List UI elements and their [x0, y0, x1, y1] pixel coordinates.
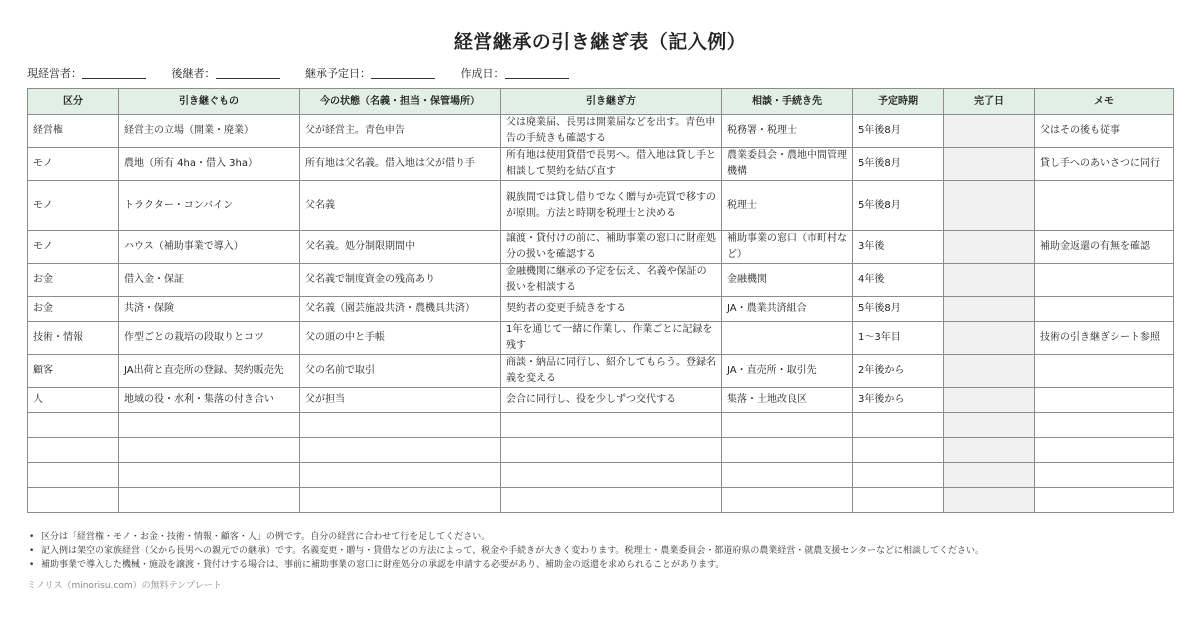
footer-credit: ミノリス（minorisu.com）の無料テンプレート: [27, 581, 222, 591]
current-manager-field[interactable]: [27, 64, 146, 83]
col-header-schedule: 予定時期: [853, 89, 944, 115]
cell-item[interactable]: [119, 413, 300, 438]
cell-contact[interactable]: 農業委員会・農地中間管理機構: [722, 148, 853, 181]
cell-completed[interactable]: [944, 322, 1035, 355]
cell-schedule[interactable]: [853, 463, 944, 488]
cell-schedule[interactable]: 5年後8月: [853, 115, 944, 148]
cell-completed[interactable]: [944, 231, 1035, 264]
cell-contact[interactable]: 金融機関: [722, 264, 853, 297]
table-row: [28, 355, 1174, 388]
cell-contact[interactable]: [722, 438, 853, 463]
cell-contact[interactable]: 税務署・税理士: [722, 115, 853, 148]
cell-method[interactable]: [501, 413, 722, 438]
cell-contact[interactable]: 集落・土地改良区: [722, 388, 853, 413]
current-manager-blank[interactable]: [82, 66, 146, 79]
cell-memo[interactable]: [1035, 297, 1174, 322]
cell-current-status[interactable]: 父名義: [300, 181, 501, 231]
cell-category[interactable]: お金: [28, 297, 119, 322]
cell-completed[interactable]: [944, 463, 1035, 488]
created-date-label: 作成日：: [460, 67, 505, 80]
cell-category[interactable]: 経営権: [28, 115, 119, 148]
cell-memo[interactable]: [1035, 181, 1174, 231]
cell-schedule[interactable]: 5年後8月: [853, 181, 944, 231]
planned-date-label: 継承予定日：: [305, 67, 371, 80]
cell-item[interactable]: 借入金・保証: [119, 264, 300, 297]
cell-method[interactable]: 父は廃業届、長男は開業届などを出す。青色申告の手続きも確認する: [501, 115, 722, 148]
cell-current-status[interactable]: [300, 413, 501, 438]
cell-item[interactable]: トラクター・コンバイン: [119, 181, 300, 231]
cell-schedule[interactable]: 4年後: [853, 264, 944, 297]
cell-schedule[interactable]: [853, 438, 944, 463]
cell-category[interactable]: 顧客: [28, 355, 119, 388]
header-fields: [27, 64, 591, 82]
table-row: [28, 413, 1174, 438]
successor-blank[interactable]: [216, 66, 280, 79]
table-body: [28, 115, 1174, 513]
col-header-memo: メモ: [1035, 89, 1174, 115]
successor-label: 後継者：: [171, 67, 216, 80]
cell-contact[interactable]: [722, 322, 853, 355]
cell-item[interactable]: JA出荷と直売所の登録、契約販売先: [119, 355, 300, 388]
cell-category[interactable]: 人: [28, 388, 119, 413]
planned-date-blank[interactable]: [371, 66, 435, 79]
cell-schedule[interactable]: 1〜3年目: [853, 322, 944, 355]
cell-memo[interactable]: [1035, 264, 1174, 297]
cell-current-status[interactable]: 父の名前で取引: [300, 355, 501, 388]
cell-memo[interactable]: [1035, 488, 1174, 513]
cell-category[interactable]: モノ: [28, 231, 119, 264]
cell-completed[interactable]: [944, 181, 1035, 231]
col-header-completed: 完了日: [944, 89, 1035, 115]
cell-schedule[interactable]: 5年後8月: [853, 148, 944, 181]
col-header-method: 引き継ぎ方: [501, 89, 722, 115]
cell-schedule[interactable]: 3年後: [853, 231, 944, 264]
cell-item[interactable]: 作型ごとの栽培の段取りとコツ: [119, 322, 300, 355]
cell-item[interactable]: [119, 463, 300, 488]
cell-completed[interactable]: [944, 355, 1035, 388]
cell-memo[interactable]: [1035, 438, 1174, 463]
cell-memo[interactable]: [1035, 413, 1174, 438]
cell-schedule[interactable]: [853, 413, 944, 438]
cell-memo[interactable]: [1035, 355, 1174, 388]
table-row: [28, 463, 1174, 488]
col-header-item: 引き継ぐもの: [119, 89, 300, 115]
table-row: [28, 297, 1174, 322]
cell-method[interactable]: 契約者の変更手続きをする: [501, 297, 722, 322]
cell-method[interactable]: [501, 488, 722, 513]
cell-current-status[interactable]: [300, 488, 501, 513]
col-header-category: 区分: [28, 89, 119, 115]
cell-completed[interactable]: [944, 297, 1035, 322]
cell-schedule[interactable]: [853, 488, 944, 513]
cell-current-status[interactable]: 所有地は父名義。借入地は父が借り手: [300, 148, 501, 181]
created-date-field[interactable]: [461, 64, 569, 83]
cell-completed[interactable]: [944, 115, 1035, 148]
cell-completed[interactable]: [944, 438, 1035, 463]
table-row: [28, 264, 1174, 297]
cell-category[interactable]: [28, 488, 119, 513]
cell-current-status[interactable]: 父が担当: [300, 388, 501, 413]
cell-completed[interactable]: [944, 413, 1035, 438]
successor-field[interactable]: [172, 64, 280, 83]
cell-completed[interactable]: [944, 264, 1035, 297]
cell-category[interactable]: お金: [28, 264, 119, 297]
cell-current-status[interactable]: 父名義（園芸施設共済・農機具共済）: [300, 297, 501, 322]
cell-contact[interactable]: 税理士: [722, 181, 853, 231]
cell-method[interactable]: [501, 438, 722, 463]
cell-current-status[interactable]: [300, 438, 501, 463]
cell-item[interactable]: 農地（所有 4ha・借入 3ha）: [119, 148, 300, 181]
cell-current-status[interactable]: 父名義で制度資金の残高あり: [300, 264, 501, 297]
cell-schedule[interactable]: 3年後から: [853, 388, 944, 413]
cell-method[interactable]: 譲渡・貸付けの前に、補助事業の窓口に財産処分の扱いを確認する: [501, 231, 722, 264]
cell-category[interactable]: モノ: [28, 148, 119, 181]
cell-method[interactable]: 商談・納品に同行し、紹介してもらう。登録名義を変える: [501, 355, 722, 388]
note-item: • 区分は「経営権・モノ・お金・技術・情報・顧客・人」の例です。自分の経営に合わせて行を足してください。: [27, 530, 1187, 544]
current-manager-label: 現経営者：: [27, 67, 82, 80]
cell-category[interactable]: 技術・情報: [28, 322, 119, 355]
cell-item[interactable]: [119, 488, 300, 513]
table-row: [28, 388, 1174, 413]
cell-memo[interactable]: [1035, 388, 1174, 413]
col-header-current-status: 今の状態（名義・担当・保管場所）: [300, 89, 501, 115]
table-row: [28, 438, 1174, 463]
table-row: [28, 488, 1174, 513]
cell-method[interactable]: 会合に同行し、役を少しずつ交代する: [501, 388, 722, 413]
cell-contact[interactable]: JA・直売所・取引先: [722, 355, 853, 388]
note-item: • 補助事業で導入した機械・施設を譲渡・貸付けする場合は、事前に補助事業の窓口に財産処分の承認を申請する必要があり、補助金の返還を求められることがあります。: [27, 558, 1187, 572]
cell-method[interactable]: 1年を通じて一緒に作業し、作業ごとに記録を残す: [501, 322, 722, 355]
cell-completed[interactable]: [944, 488, 1035, 513]
cell-item[interactable]: 共済・保険: [119, 297, 300, 322]
handover-table: [27, 88, 1174, 513]
cell-memo[interactable]: 貸し手へのあいさつに同行: [1035, 148, 1174, 181]
cell-memo[interactable]: 父はその後も従事: [1035, 115, 1174, 148]
cell-current-status[interactable]: 父の頭の中と手帳: [300, 322, 501, 355]
created-date-blank[interactable]: [505, 66, 569, 79]
cell-category[interactable]: モノ: [28, 181, 119, 231]
cell-contact[interactable]: [722, 413, 853, 438]
cell-category[interactable]: [28, 438, 119, 463]
cell-category[interactable]: [28, 463, 119, 488]
cell-current-status[interactable]: [300, 463, 501, 488]
table-row: [28, 322, 1174, 355]
cell-schedule[interactable]: 2年後から: [853, 355, 944, 388]
col-header-contact: 相談・手続き先: [722, 89, 853, 115]
cell-current-status[interactable]: 父名義。処分制限期間中: [300, 231, 501, 264]
cell-item[interactable]: ハウス（補助事業で導入）: [119, 231, 300, 264]
cell-category[interactable]: [28, 413, 119, 438]
cell-item[interactable]: [119, 438, 300, 463]
cell-schedule[interactable]: 5年後8月: [853, 297, 944, 322]
cell-contact[interactable]: JA・農業共済組合: [722, 297, 853, 322]
cell-memo[interactable]: [1035, 463, 1174, 488]
table-row: [28, 148, 1174, 181]
cell-method[interactable]: 所有地は使用貸借で長男へ。借入地は貸し手と相談して契約を結び直す: [501, 148, 722, 181]
notes-list: [27, 530, 1187, 572]
cell-contact[interactable]: 補助事業の窓口（市町村など）: [722, 231, 853, 264]
cell-completed[interactable]: [944, 388, 1035, 413]
cell-memo[interactable]: 技術の引き継ぎシート参照: [1035, 322, 1174, 355]
table-row: [28, 115, 1174, 148]
cell-item[interactable]: 地域の役・水利・集落の付き合い: [119, 388, 300, 413]
cell-contact[interactable]: [722, 463, 853, 488]
cell-completed[interactable]: [944, 148, 1035, 181]
cell-method[interactable]: [501, 463, 722, 488]
table-row: [28, 181, 1174, 231]
cell-contact[interactable]: [722, 488, 853, 513]
cell-method[interactable]: 親族間では貸し借りでなく贈与か売買で移すのが原則。方法と時期を税理士と決める: [501, 181, 722, 231]
note-item: • 記入例は架空の家族経営（父から長男への親元での継承）です。名義変更・贈与・貸借などの方法によって、税金や手続きが大きく変わります。税理士・農業委員会・都道府県の農業経営・就農支援センターなどに相談してください。: [27, 544, 1187, 558]
cell-memo[interactable]: 補助金返還の有無を確認: [1035, 231, 1174, 264]
cell-current-status[interactable]: 父が経営主。青色申告: [300, 115, 501, 148]
page-title: 経営継承の引き継ぎ表（記入例）: [453, 31, 747, 53]
table-row: [28, 231, 1174, 264]
cell-method[interactable]: 金融機関に継承の予定を伝え、名義や保証の扱いを相談する: [501, 264, 722, 297]
cell-item[interactable]: 経営主の立場（開業・廃業）: [119, 115, 300, 148]
table-header-row: [28, 89, 1174, 115]
planned-date-field[interactable]: [305, 64, 435, 83]
